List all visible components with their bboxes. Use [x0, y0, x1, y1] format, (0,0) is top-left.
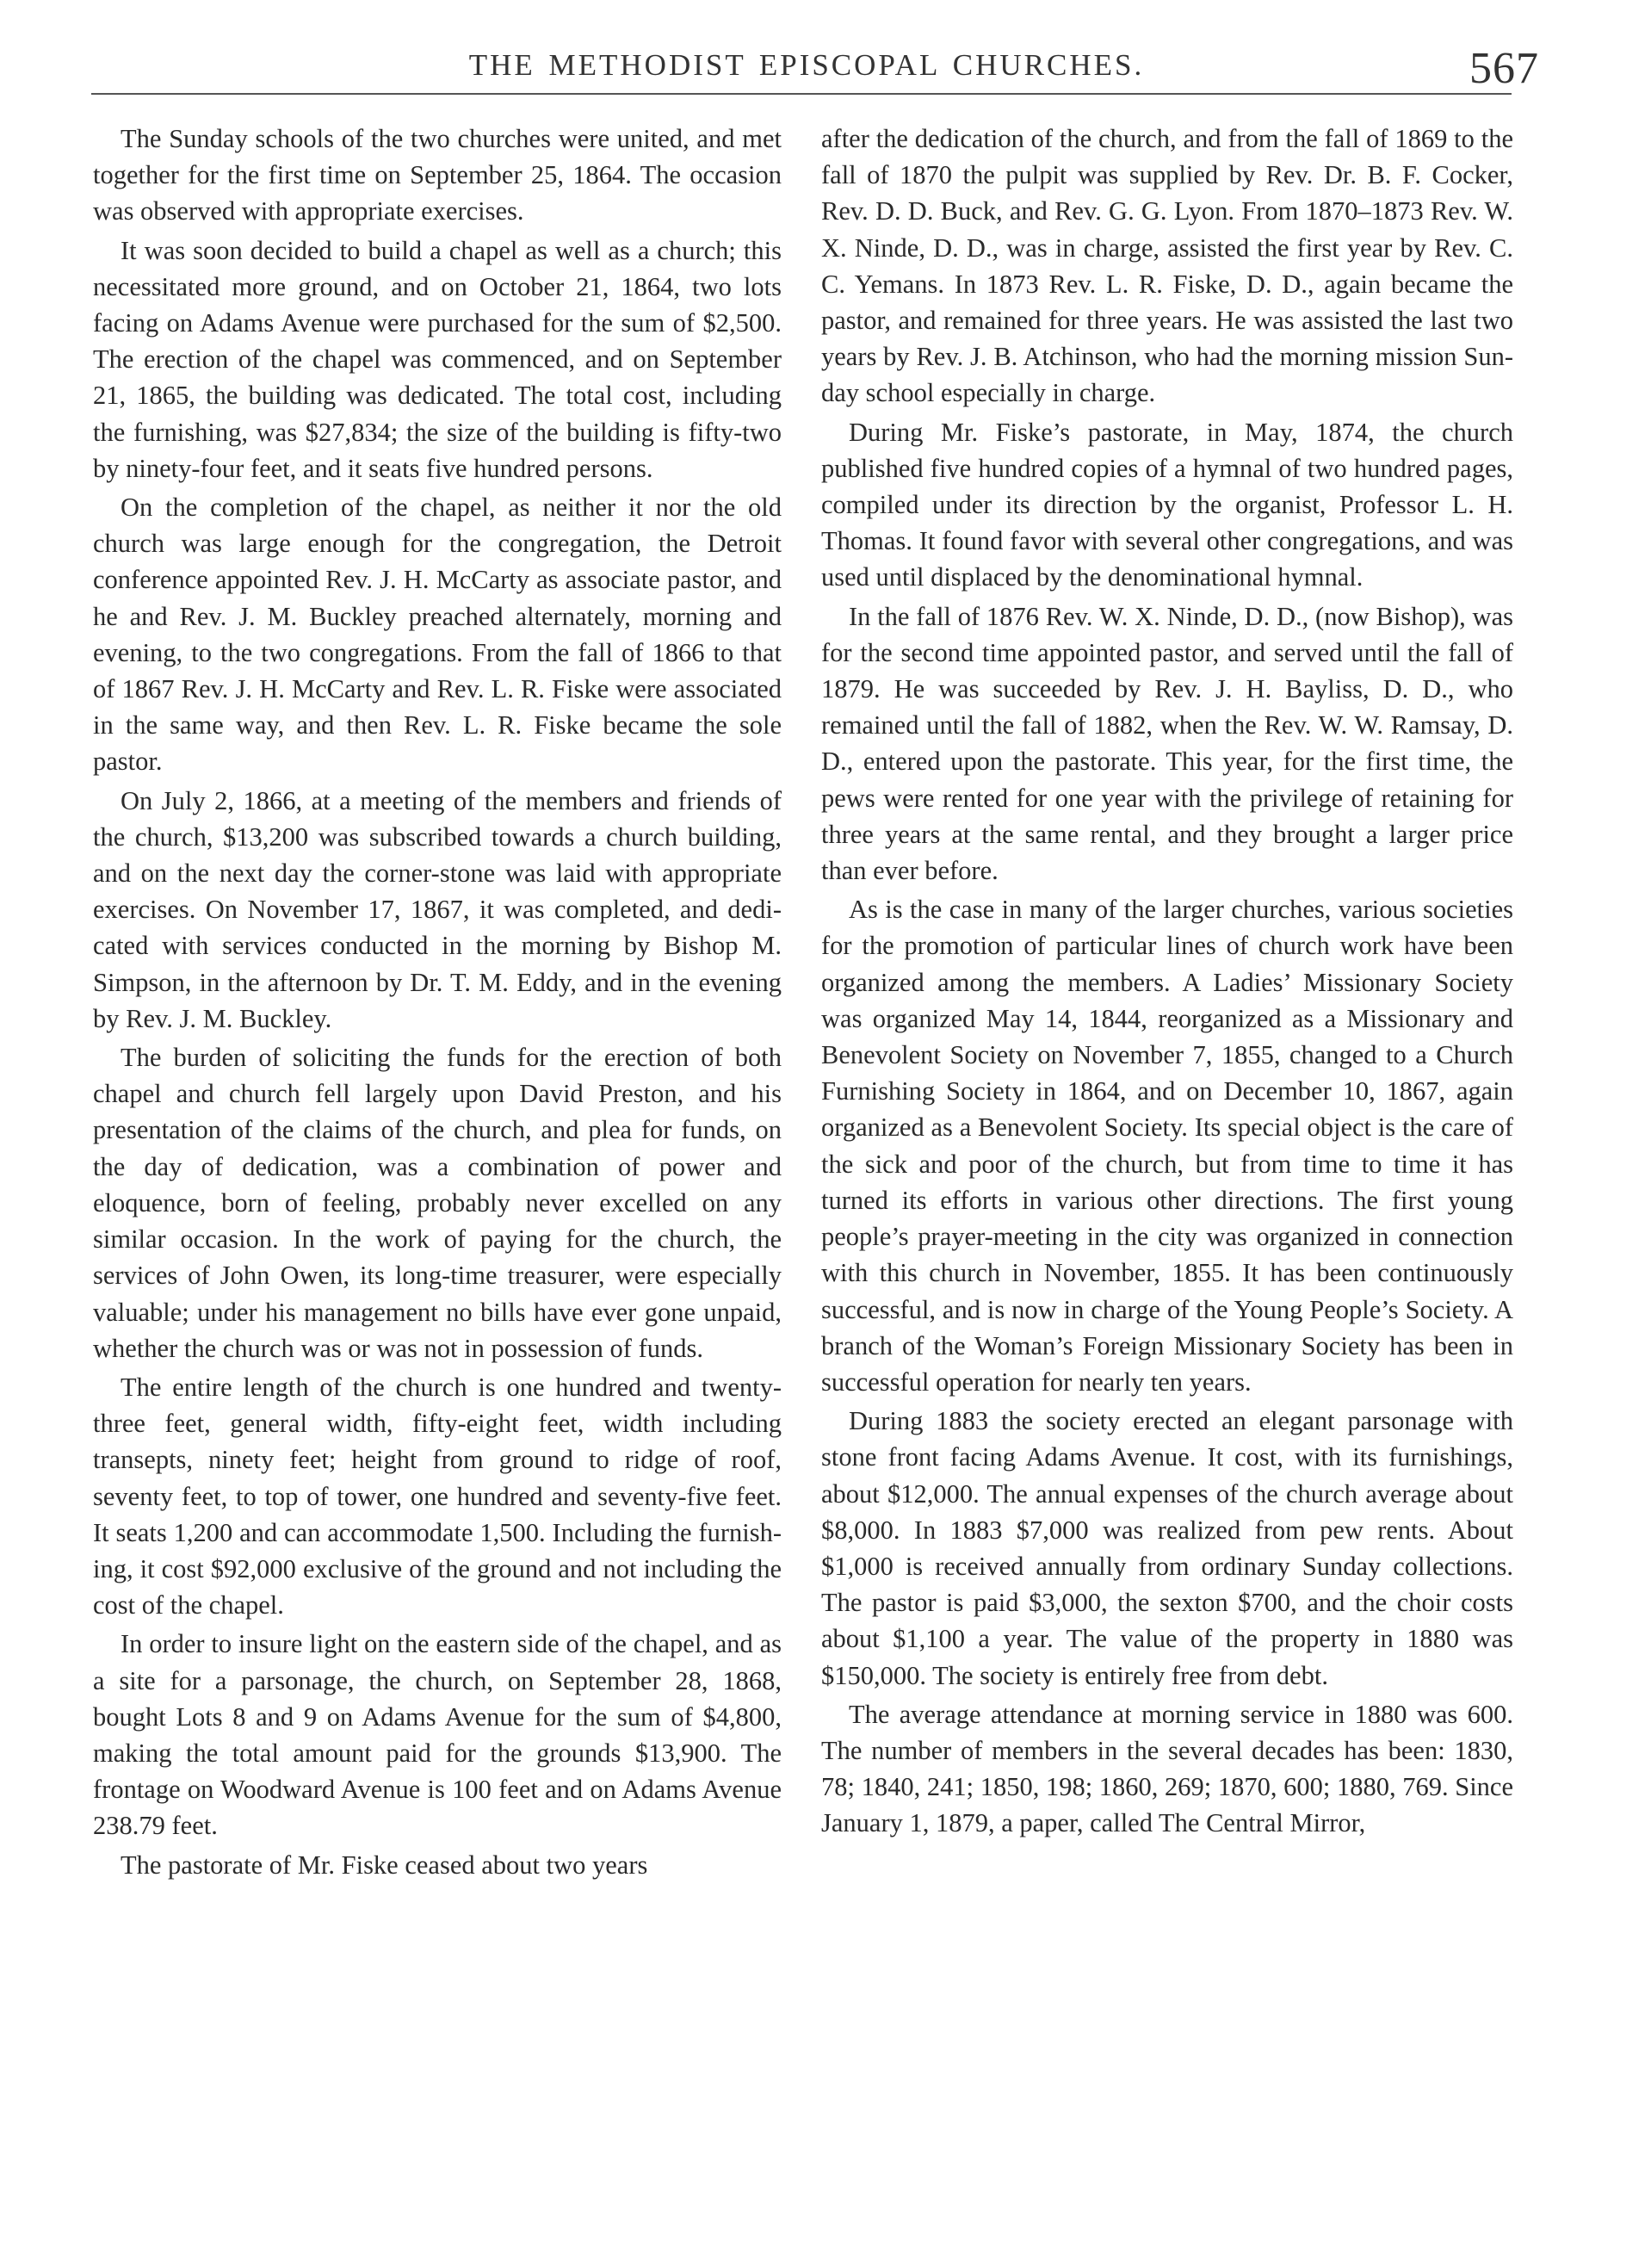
paragraph: The average attendance at morning service in 1880 was 600. The number of members in the several decades has been: 1830, 78; 1840, 241; 1850, 198; 1860, 269; 1870, 600; 1880, 769. Since January 1, 1879, a paper, called The Central Mirror, — [821, 1699, 1514, 1838]
paragraph: The Sunday schools of the two churches were united, and met together for the first time on September 25, 1864. The occasion was observed with appropriate exercises. — [93, 124, 782, 226]
left-column — [93, 121, 782, 1886]
paragraph: As is the case in many of the larger churches, various societies for the promotion of particular lines of church work have been organized among the members. A Ladies’ Missionary Society was organized May 14, 1844, reorganized as a Missionary and Benevolent Society on November 7, 1855, changed to a Church Furnishing Society in 1864, and on December 10, 1867, again organized as a Benevolent Society. Its special object is the care of the sick and poor of the church, but from time to time it has turned its efforts in various other directions. The first young people’s prayer-meeting in the city was organized in connection with this church in November, 1855. It has been continuously successful, and is now in charge of the Young People’s Society. A branch of the Woman’s Foreign Missionary Society has been in successful operation for nearly ten years. — [821, 895, 1513, 1397]
running-title: THE METHODIST EPISCOPAL CHURCHES. — [468, 48, 1145, 82]
paragraph: On the completion of the chapel, as neither it nor the old church was large enough for the congregation, the Detroit conference appointed Rev. J. H. McCarty as associate pastor, and he and Rev. J. M. Buckley preached alternately, morning and evening, to the two congregations. From the fall of 1866 to that of 1867 Rev. J. H. McCarty and Rev. L. R. Fiske were associated in the same way, and then Rev. L. R. Fiske became the sole pastor. — [93, 493, 782, 777]
paragraph: In order to insure light on the eastern side of the chapel, and as a site for a parsonage, the church, on September 28, 1868, bought Lots 8 and 9 on Adams Avenue for the sum of $4,800, making the total amount paid for the grounds $13,900. The frontage on Woodward Avenue is 100 feet and on Adams Avenue 238.79 feet. — [93, 1629, 782, 1841]
paragraph: In the fall of 1876 Rev. W. X. Ninde, D. D., (now Bishop), was for the second time appointed pastor, and served until the fall of 1879. He was succeeded by Rev. J. H. Bayliss, D. D., who remained until the fall of 1882, when the Rev. W. W. Ramsay, D. D., entered upon the pastorate. This year, for the first time, the pews were rented for one year with the privilege of retaining for three years at the same rental, and they brought a larger price than ever before. — [821, 601, 1513, 886]
paragraph: It was soon decided to build a chapel as well as a church; this necessitated more ground, and on October 21, 1864, two lots facing on Adams Avenue were purchased for the sum of $2,500. The erection of the chapel was commenced, and on September 21, 1865, the building was dedicated. The total cost, including the furnishing, was $27,834; the size of the building is fifty-two by ninety-four feet, and it seats five hundred persons. — [93, 235, 782, 483]
paragraph: The burden of soliciting the funds for the erection of both chapel and church fell largely upon David Preston, and his presentation of the claims of the church, and plea for funds, on the day of dedication, was a combination of power and eloquence, born of feeling, probably never excelled on any similar occasion. In the work of paying for the church, the services of John Owen, its long-time treasurer, were especially valuable; under his management no bills have ever gone unpaid, whether the church was or was not in possession of funds. — [93, 1043, 782, 1363]
paragraph: The entire length of the church is one hundred and twenty-three feet, general width, fifty-eight feet, width including transepts, ninety feet; height from ground to ridge of roof, seventy feet, to top of tower, one hundred and seventy-five feet. It seats 1,200 and can accommodate 1,500. Including the furnishing, it cost $92,000 exclusive of the ground and not including the cost of the chapel. — [93, 1372, 782, 1620]
right-column — [821, 121, 1513, 1844]
running-head — [91, 40, 1539, 93]
paragraph: The pastorate of Mr. Fiske ceased about two years — [121, 1850, 648, 1880]
header-rule — [91, 93, 1512, 95]
page-number: 567 — [1469, 44, 1539, 93]
paragraph: During Mr. Fiske’s pastorate, in May, 1874, the church published five hundred copies of a hymnal of two hundred pages, compiled under its direction by the organist, Professor L. H. Thomas. It found favor with several other congregations, and was used until displaced by the denominational hymnal. — [821, 417, 1513, 592]
paragraph-continuation: after the dedication of the church, and from the fall of 1869 to the fall of 1870 the pulpit was supplied by Rev. Dr. B. F. Cocker, Rev. D. D. Buck, and Rev. G. G. Lyon. From 1870–1873 Rev. W. X. Ninde, D. D., was in charge, assisted the first year by Rev. C. C. Yemans. In 1873 Rev. L. R. Fiske, D. D., again became the pastor, and remained for three years. He was assisted the last two years by Rev. J. B. Atchinson, who had the morning mission Sunday school especially in charge. — [821, 124, 1513, 408]
paragraph: On July 2, 1866, at a meeting of the members and friends of the church, $13,200 was subscribed towards a church building, and on the next day the corner-stone was laid with appropriate exercises. On November 17, 1867, it was completed, and dedicated with services conducted in the morning by Bishop M. Simpson, in the afternoon by Dr. T. M. Eddy, and in the evening by Rev. J. M. Buckley. — [93, 785, 782, 1033]
paragraph: During 1883 the society erected an elegant parsonage with stone front facing Adams Avenue. It cost, with its furnishings, about $12,000. The annual expenses of the church average about $8,000. In 1883 $7,000 was realized from pew rents. About $1,000 is received annually from ordinary Sunday collections. The pastor is paid $3,000, the sexton $700, and the choir costs about $1,100 a year. The value of the property in 1880 was $150,000. The society is entirely free from debt. — [821, 1406, 1513, 1690]
